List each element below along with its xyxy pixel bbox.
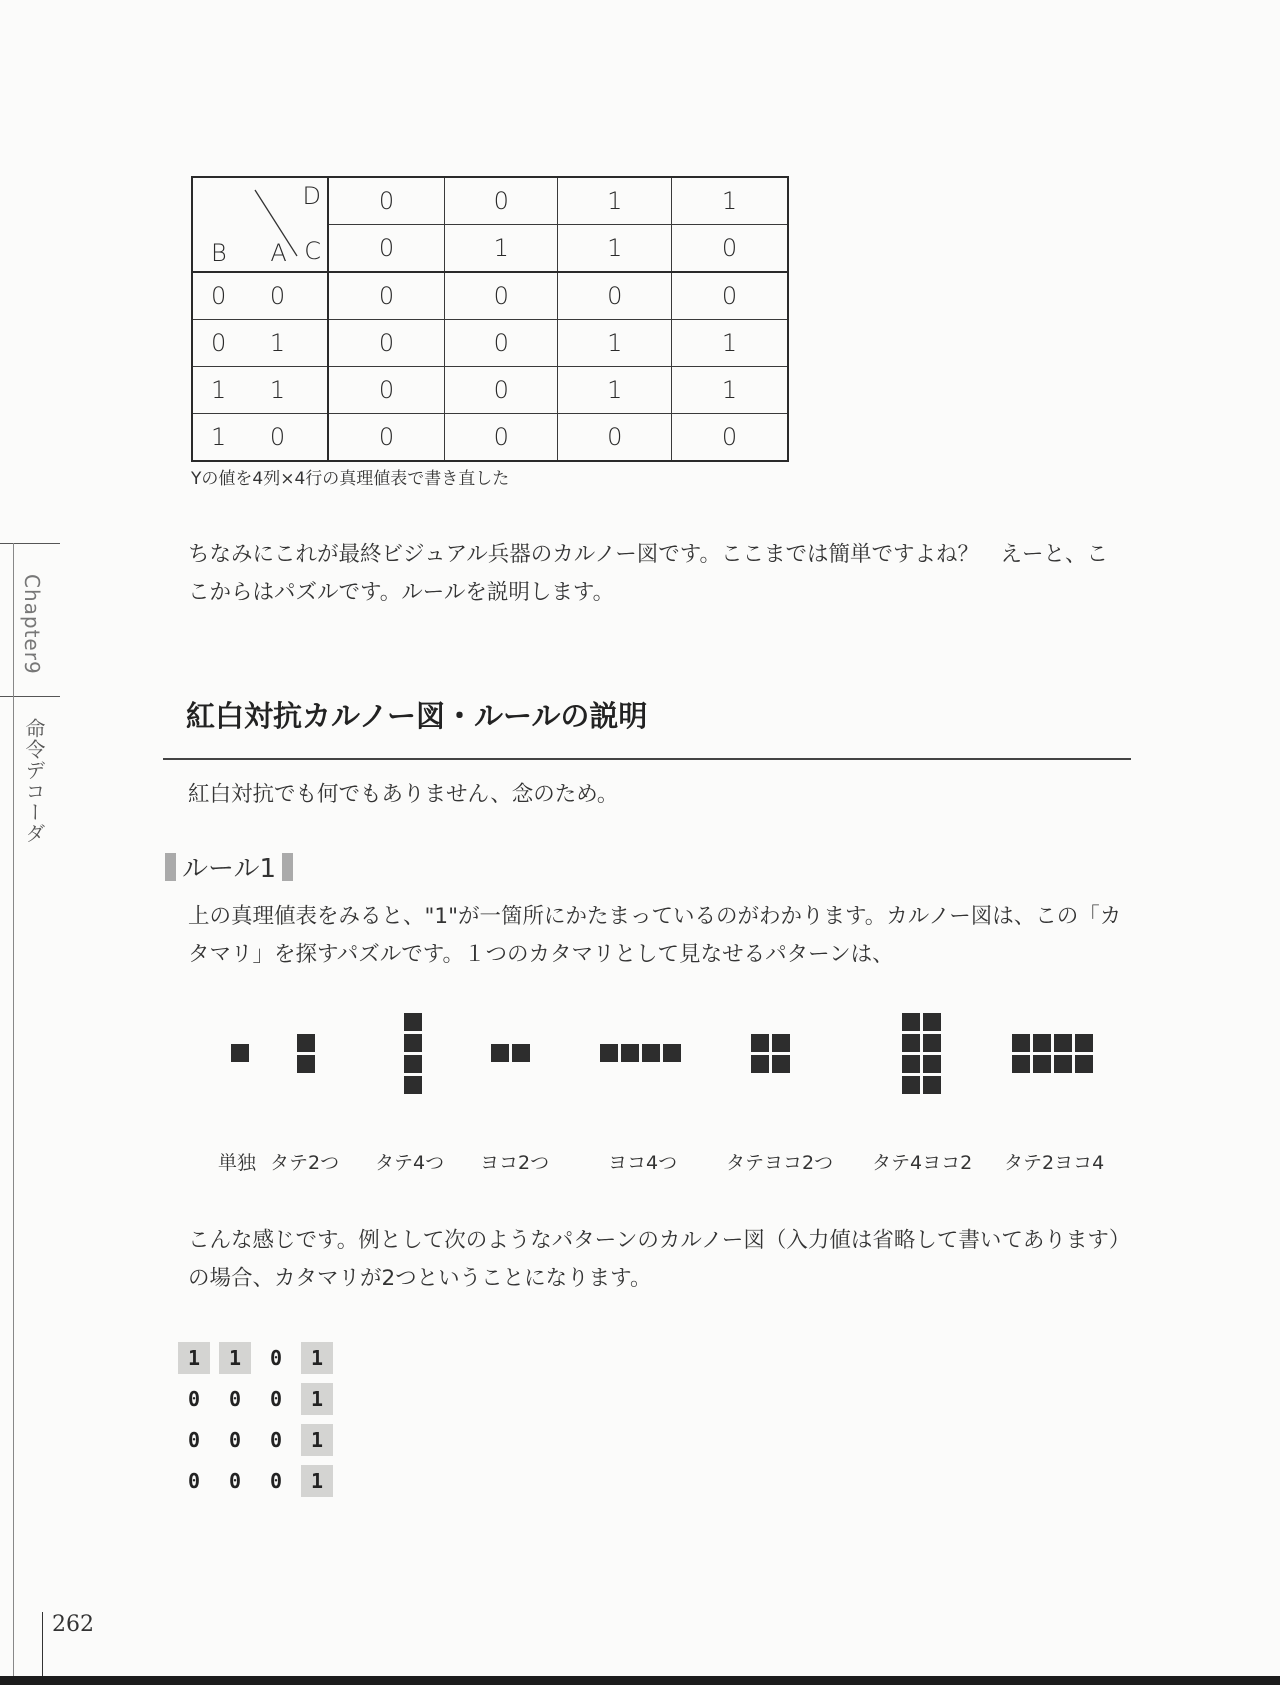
corner-label-d: D — [302, 182, 321, 210]
rule1-title: ルール1 — [182, 854, 277, 884]
example-cell: 0 — [187, 1387, 201, 1411]
section-intro: 紅白対抗でも何でもありません、念のため。 — [188, 782, 619, 807]
header-c-cell: 1 — [445, 225, 558, 273]
header-d-cell: 0 — [328, 177, 445, 225]
pattern-square — [923, 1076, 941, 1094]
pattern-square — [902, 1076, 920, 1094]
pattern-square — [751, 1034, 769, 1052]
table-cell: 0 — [328, 272, 445, 320]
pattern-square — [1075, 1055, 1093, 1073]
table-cell: 0 — [328, 320, 445, 367]
side-tab-chapter: Chapter9 — [20, 574, 44, 675]
pattern-label: ヨコ4つ — [608, 1152, 678, 1174]
pattern-label: 単独 — [218, 1152, 257, 1174]
table-cell: 0 — [558, 272, 671, 320]
header-c-cell: 0 — [671, 225, 788, 273]
example-cell: 0 — [269, 1387, 283, 1411]
header-d-cell: 1 — [671, 177, 788, 225]
page-number: 262 — [52, 1612, 94, 1637]
pattern-square — [1012, 1055, 1030, 1073]
pattern-square — [1033, 1034, 1051, 1052]
example-cell: 1 — [301, 1465, 333, 1497]
side-tab-title: 命令デコーダ — [22, 718, 46, 844]
corner-label-c: C — [304, 237, 321, 265]
header-c-cell: 1 — [558, 225, 671, 273]
pattern-label: ヨコ2つ — [480, 1152, 550, 1174]
heading-bar-right — [282, 853, 293, 881]
pattern-square — [231, 1044, 249, 1062]
side-tab-line-mid — [0, 696, 60, 697]
corner-label-ba: B A — [211, 239, 305, 267]
table-cell: 0 — [445, 414, 558, 462]
example-cell: 0 — [187, 1469, 201, 1493]
table-cell: 0 — [445, 320, 558, 367]
truth-table — [191, 176, 789, 462]
table-row — [192, 272, 788, 320]
heading-bar-left — [165, 853, 176, 881]
table-row — [192, 320, 788, 367]
pattern-square — [772, 1055, 790, 1073]
pattern-label: タテ4ヨコ2 — [872, 1152, 973, 1174]
table-caption: Yの値を4列×4行の真理値表で書き直した — [191, 469, 510, 489]
paragraph-intro — [188, 536, 1138, 612]
row-header: 1 1 — [192, 367, 328, 414]
example-cell: 0 — [187, 1428, 201, 1452]
example-cell: 0 — [228, 1469, 242, 1493]
example-cell: 0 — [269, 1469, 283, 1493]
table-cell: 0 — [328, 367, 445, 414]
example-cell: 0 — [228, 1428, 242, 1452]
heading-divider — [163, 758, 1131, 760]
rule1-heading — [165, 848, 293, 885]
pattern-square — [621, 1044, 639, 1062]
pattern-square — [751, 1055, 769, 1073]
table-cell: 1 — [671, 320, 788, 367]
pattern-square — [1033, 1055, 1051, 1073]
table-cell: 1 — [671, 367, 788, 414]
example-cell: 1 — [301, 1342, 333, 1374]
pattern-square — [1054, 1034, 1072, 1052]
table-row — [192, 367, 788, 414]
pattern-square — [663, 1044, 681, 1062]
paragraph-line: こからはパズルです。ルールを説明します。 — [188, 580, 615, 605]
example-cell: 0 — [269, 1428, 283, 1452]
row-header: 0 1 — [192, 320, 328, 367]
pattern-square — [902, 1055, 920, 1073]
row-header: 1 0 — [192, 414, 328, 462]
header-d-cell: 1 — [558, 177, 671, 225]
paragraph-line: こんな感じです。例として次のようなパターンのカルノー図（入力値は省略して書いてあります） — [188, 1228, 1131, 1253]
pattern-square — [404, 1013, 422, 1031]
pattern-square — [902, 1034, 920, 1052]
pattern-square — [600, 1044, 618, 1062]
pattern-square — [404, 1076, 422, 1094]
table-cell: 0 — [671, 414, 788, 462]
pattern-square — [404, 1034, 422, 1052]
pattern-square — [1054, 1055, 1072, 1073]
pattern-square — [297, 1034, 315, 1052]
example-cell: 0 — [228, 1387, 242, 1411]
pattern-square — [923, 1013, 941, 1031]
example-paragraph — [188, 1222, 1138, 1298]
pattern-square — [902, 1013, 920, 1031]
pattern-square — [642, 1044, 660, 1062]
pattern-square — [491, 1044, 509, 1062]
row-header: 0 0 — [192, 272, 328, 320]
pattern-square — [923, 1034, 941, 1052]
section-heading: 紅白対抗カルノー図・ルールの説明 — [186, 699, 648, 733]
example-cell: 1 — [219, 1342, 251, 1374]
pattern-square — [1012, 1034, 1030, 1052]
paragraph-line: 上の真理値表をみると、"1"が一箇所にかたまっているのがわかります。カルノー図は、この「カ — [188, 904, 1122, 929]
example-cell: 1 — [301, 1383, 333, 1415]
pattern-label: タテ2つ — [270, 1152, 340, 1174]
example-cell: 1 — [301, 1424, 333, 1456]
table-cell: 0 — [445, 272, 558, 320]
side-tab-line-vertical — [13, 543, 14, 1683]
table-row — [192, 414, 788, 462]
rule1-paragraph — [188, 898, 1138, 974]
table-cell: 0 — [671, 272, 788, 320]
paragraph-line: の場合、カタマリが2つということになります。 — [188, 1266, 652, 1291]
table-cell: 0 — [445, 367, 558, 414]
pattern-square — [1075, 1034, 1093, 1052]
example-cell: 1 — [178, 1342, 210, 1374]
pattern-square — [512, 1044, 530, 1062]
table-cell: 0 — [558, 414, 671, 462]
pattern-square — [772, 1034, 790, 1052]
side-tab-line-top — [0, 543, 60, 544]
paragraph-line: ちなみにこれが最終ビジュアル兵器のカルノー図です。ここまでは簡単ですよね？ えーと、こ — [188, 542, 1108, 567]
table-cell: 1 — [558, 320, 671, 367]
header-c-cell: 0 — [328, 225, 445, 273]
paragraph-line: タマリ」を探すパズルです。１つのカタマリとして見なせるパターンは、 — [188, 942, 894, 967]
pattern-label: タテヨコ2つ — [726, 1152, 834, 1174]
page-bottom-edge — [0, 1676, 1280, 1685]
table-cell: 1 — [558, 367, 671, 414]
table-corner — [192, 177, 328, 272]
pattern-square — [404, 1055, 422, 1073]
pattern-label: タテ4つ — [375, 1152, 445, 1174]
pattern-label: タテ2ヨコ4 — [1004, 1152, 1105, 1174]
pattern-square — [297, 1055, 315, 1073]
pattern-square — [923, 1055, 941, 1073]
table-cell: 0 — [328, 414, 445, 462]
example-cell: 0 — [269, 1346, 283, 1370]
page-number-rule — [42, 1612, 43, 1676]
header-d-cell: 0 — [445, 177, 558, 225]
